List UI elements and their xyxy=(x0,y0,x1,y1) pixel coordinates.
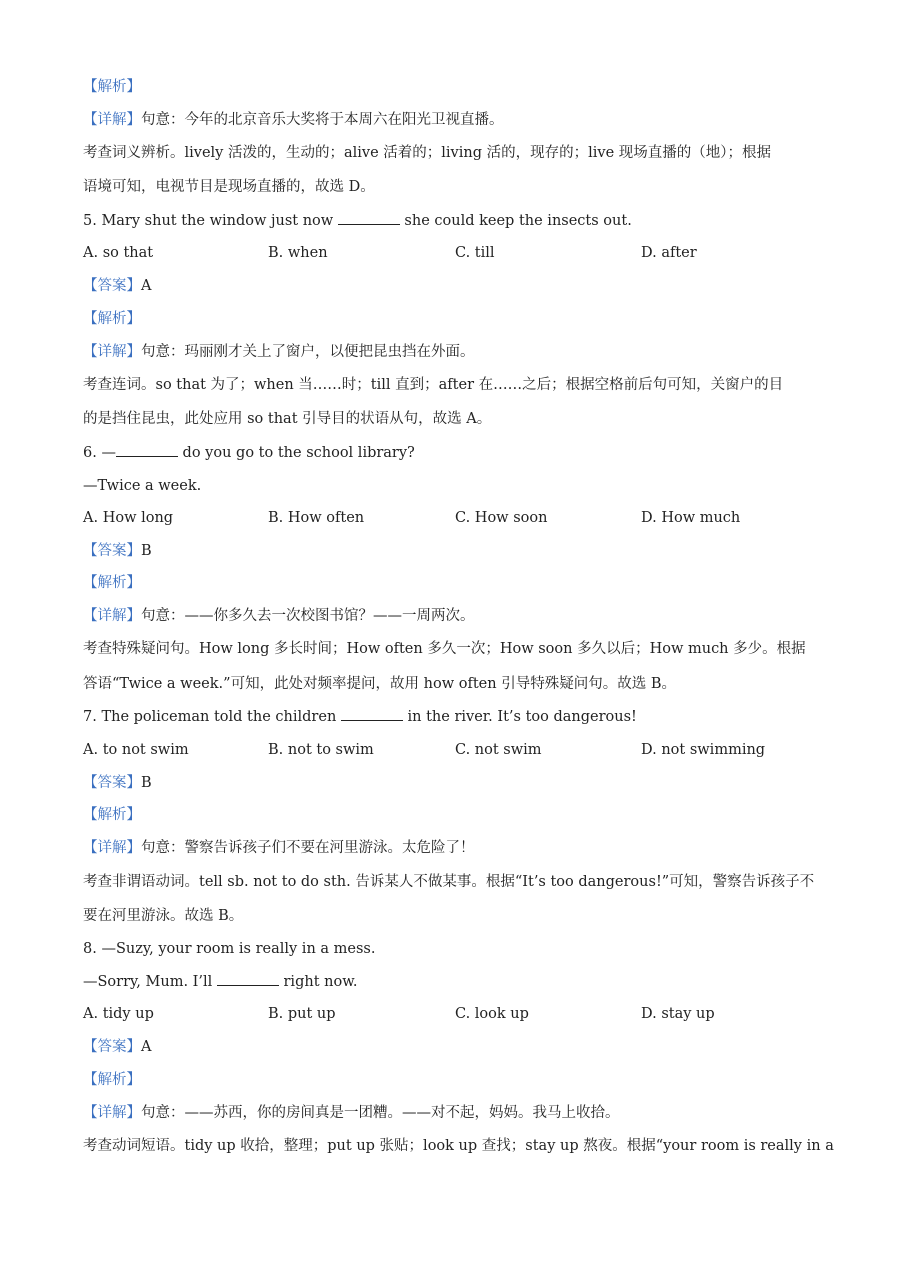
answer-value: B xyxy=(141,775,152,791)
dialogue-reply: —Twice a week. xyxy=(83,478,202,494)
detail-text: 句意：——你多久去一次校图书馆？——一周两次。 xyxy=(141,608,475,624)
option-c: C. How soon xyxy=(455,510,548,526)
question-text: 5. Mary shut the window just now xyxy=(83,213,338,229)
detail-label: 【详解】 xyxy=(83,1105,141,1121)
detail-line xyxy=(83,110,828,130)
explanation-line: 语境可知，电视节目是现场直播的，故选 D。 xyxy=(83,179,375,195)
question-text: she could keep the insects out. xyxy=(399,213,632,229)
option-d: D. not swimming xyxy=(641,742,766,758)
answer-line xyxy=(83,1037,828,1057)
option-d: D. How much xyxy=(641,510,741,526)
explanation-line: 要在河里游泳。故选 B。 xyxy=(83,908,244,924)
question-text: —Sorry, Mum. I’ll xyxy=(83,974,217,990)
option-b: B. when xyxy=(268,245,328,261)
explanation-line: 的是挡住昆虫，此处应用 so that 引导目的状语从句，故选 A。 xyxy=(83,411,492,427)
answer-label: 【答案】 xyxy=(83,278,141,294)
option-c: C. not swim xyxy=(455,742,542,758)
detail-line xyxy=(83,1103,828,1123)
answer-label: 【答案】 xyxy=(83,1039,141,1055)
option-b: B. put up xyxy=(268,1006,336,1022)
question-6 xyxy=(83,443,828,463)
detail-text: 句意：今年的北京音乐大奖将于本周六在阳光卫视直播。 xyxy=(141,112,504,128)
answer-line xyxy=(83,541,828,561)
option-a: A. so that xyxy=(83,245,154,261)
detail-line xyxy=(83,838,828,858)
question-text: in the river. It’s too dangerous! xyxy=(402,709,637,725)
detail-text: 句意：——苏西，你的房间真是一团糟。——对不起，妈妈。我马上收拾。 xyxy=(141,1105,620,1121)
answer-label: 【答案】 xyxy=(83,775,141,791)
analysis-label: 【解析】 xyxy=(83,79,141,95)
answer-blank xyxy=(116,443,178,457)
detail-line xyxy=(83,606,828,626)
analysis-label: 【解析】 xyxy=(83,1072,141,1088)
analysis-label: 【解析】 xyxy=(83,575,141,591)
detail-label: 【详解】 xyxy=(83,608,141,624)
answer-blank xyxy=(341,707,403,721)
detail-text: 句意：警察告诉孩子们不要在河里游泳。太危险了！ xyxy=(141,840,475,856)
option-b: B. not to swim xyxy=(268,742,374,758)
explanation-line: 答语“Twice a week.”可知，此处对频率提问，故用 how often 引导特殊疑问句。故选 B。 xyxy=(83,676,676,692)
question-text: right now. xyxy=(278,974,358,990)
option-d: D. after xyxy=(641,245,697,261)
question-text: 6. — xyxy=(83,445,116,461)
explanation-line: 考查词义辨析。lively 活泼的，生动的；alive 活着的；living 活的，现存的；live 现场直播的（地）；根据 xyxy=(83,145,772,161)
answer-line xyxy=(83,276,828,296)
answer-blank xyxy=(338,211,400,225)
question-7 xyxy=(83,707,828,727)
option-c: C. till xyxy=(455,245,495,261)
option-d: D. stay up xyxy=(641,1006,715,1022)
detail-line xyxy=(83,342,828,362)
explanation-line: 考查连词。so that 为了；when 当……时；till 直到；after 在……之后；根据空格前后句可知，关窗户的目 xyxy=(83,377,784,393)
detail-label: 【详解】 xyxy=(83,344,141,360)
answer-value: A xyxy=(141,278,152,294)
answer-line xyxy=(83,773,828,793)
detail-label: 【详解】 xyxy=(83,112,141,128)
detail-label: 【详解】 xyxy=(83,840,141,856)
analysis-label: 【解析】 xyxy=(83,311,141,327)
question-5 xyxy=(83,211,828,231)
answer-blank xyxy=(217,972,279,986)
option-c: C. look up xyxy=(455,1006,529,1022)
option-b: B. How often xyxy=(268,510,365,526)
answer-value: A xyxy=(141,1039,152,1055)
explanation-line: 考查动词短语。tidy up 收拾，整理；put up 张贴；look up 查找；stay up 熬夜。根据“your room is really in a xyxy=(83,1138,834,1154)
option-a: A. How long xyxy=(83,510,174,526)
question-text: 7. The policeman told the children xyxy=(83,709,341,725)
option-a: A. to not swim xyxy=(83,742,189,758)
dialogue-reply xyxy=(83,972,828,992)
answer-value: B xyxy=(141,543,152,559)
analysis-label: 【解析】 xyxy=(83,807,141,823)
question-text: do you go to the school library? xyxy=(177,445,415,461)
option-a: A. tidy up xyxy=(83,1006,154,1022)
detail-text: 句意：玛丽刚才关上了窗户，以便把昆虫挡在外面。 xyxy=(141,344,475,360)
explanation-line: 考查特殊疑问句。How long 多长时间；How often 多久一次；How soon 多久以后；How much 多少。根据 xyxy=(83,641,806,657)
question-8: 8. —Suzy, your room is really in a mess. xyxy=(83,941,376,957)
explanation-line: 考查非谓语动词。tell sb. not to do sth. 告诉某人不做某事。根据“It’s too dangerous!”可知，警察告诉孩子不 xyxy=(83,874,815,890)
answer-label: 【答案】 xyxy=(83,543,141,559)
